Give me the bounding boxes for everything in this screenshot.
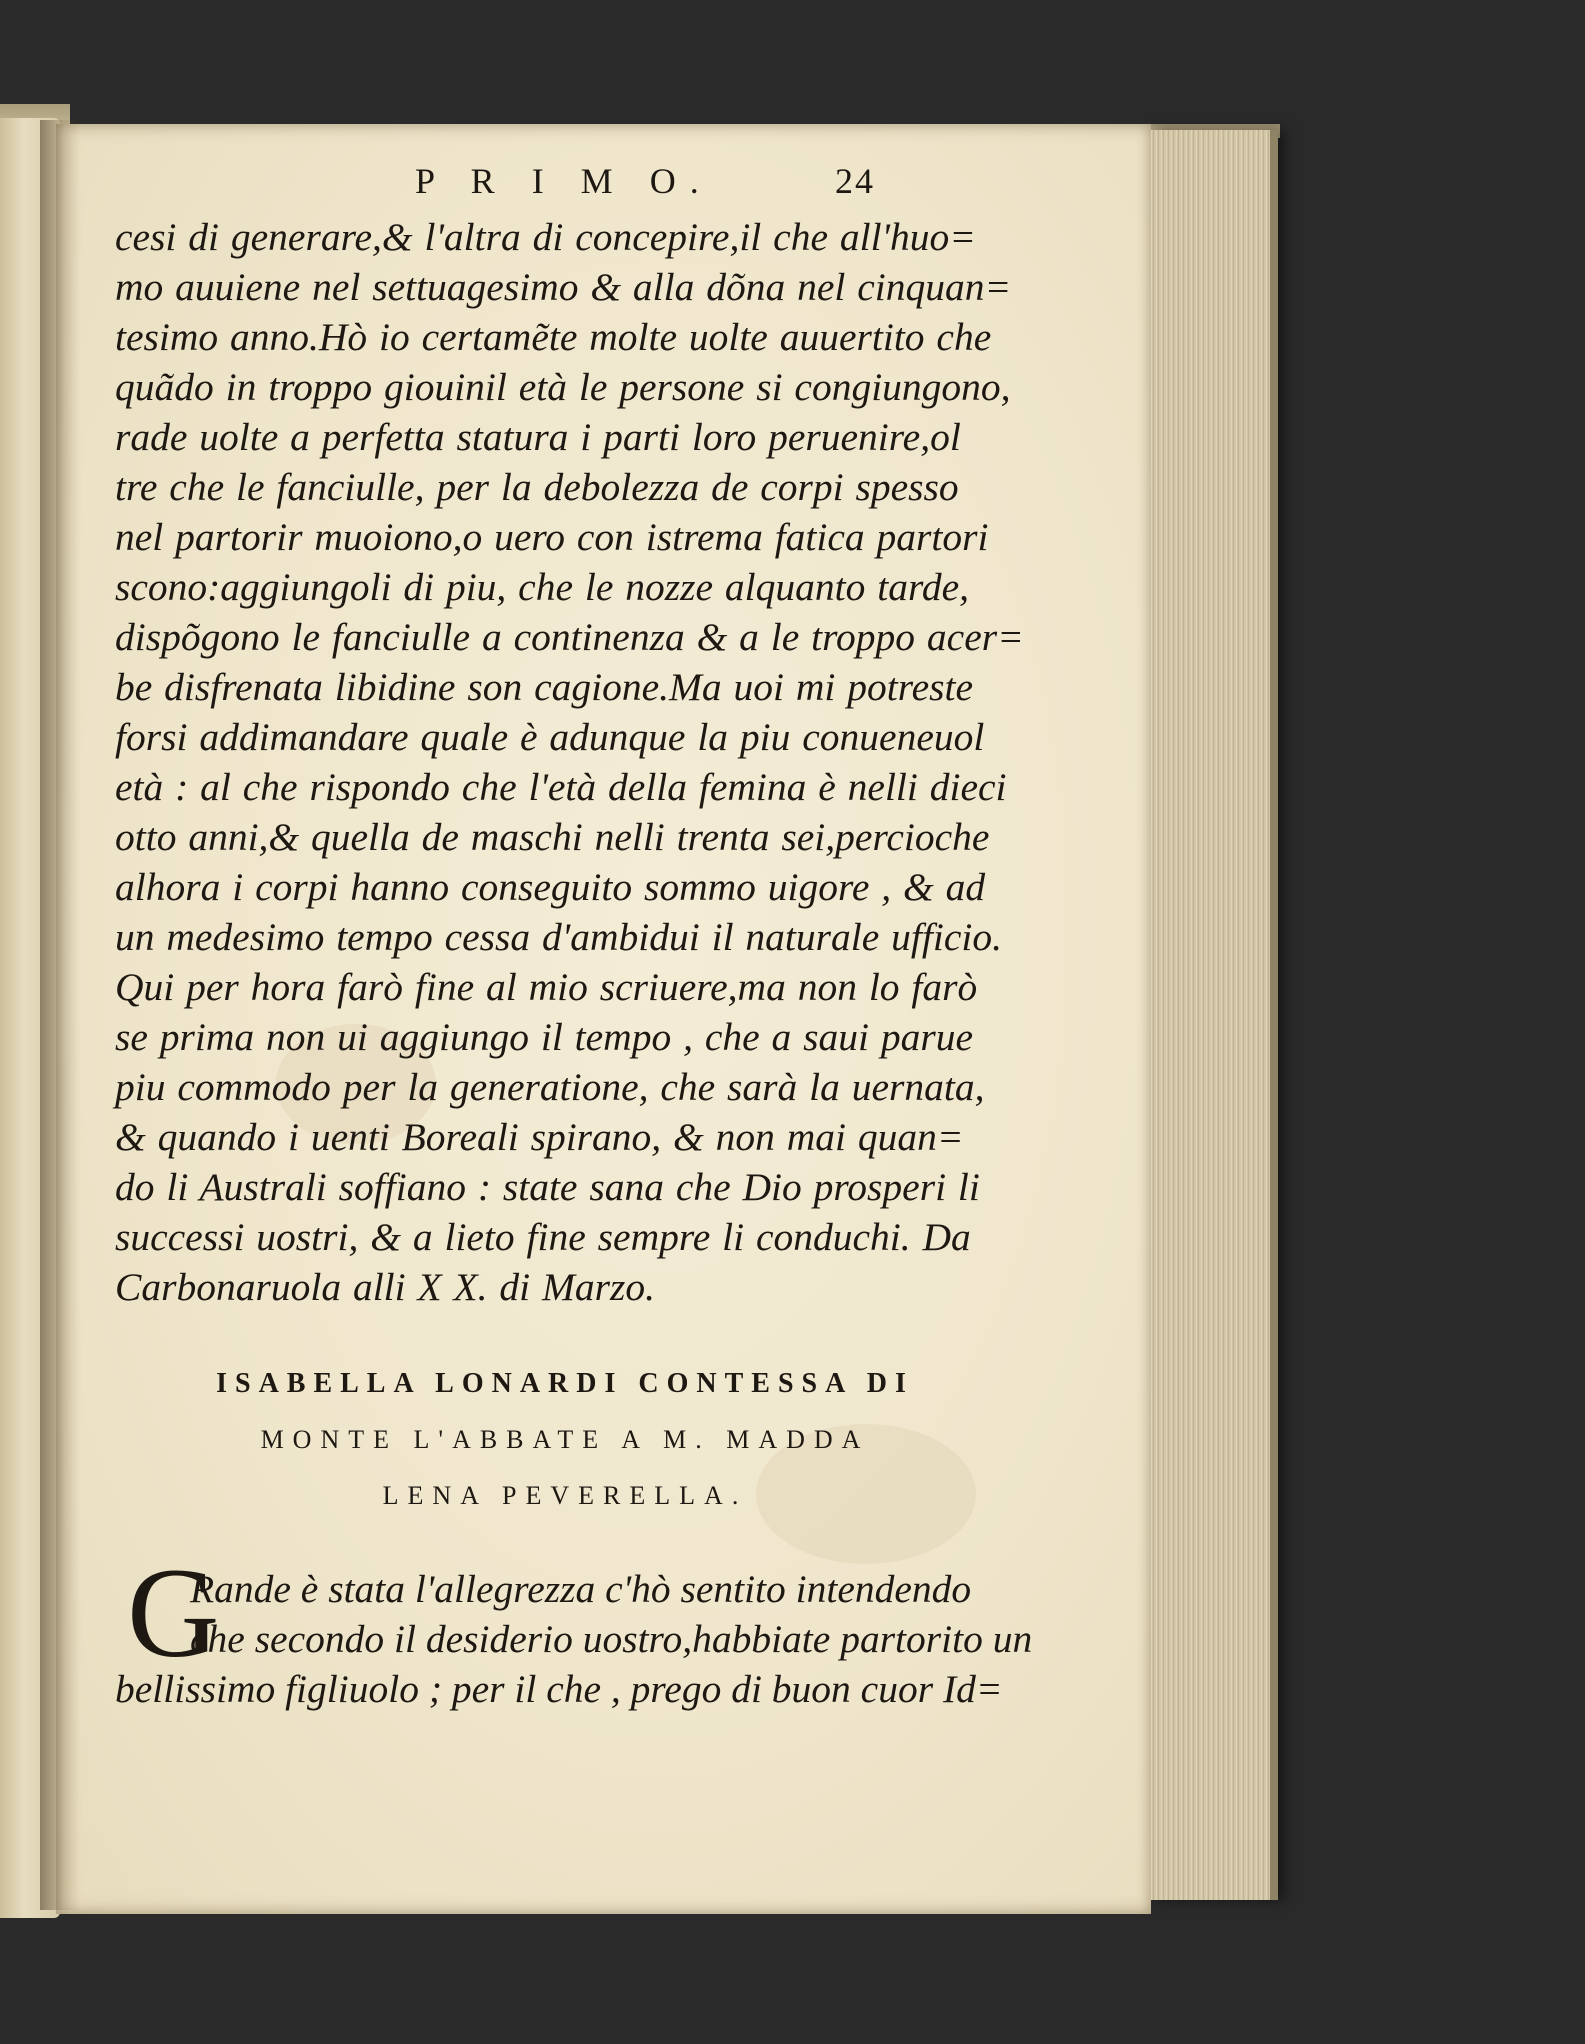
heading-line: LENA PEVERELLA. [382,1481,748,1510]
text-line: be disfrenata libidine son cagione.Ma uoi mi potreste [115,665,974,709]
text-line: Carbonaruola alli X X. di Marzo. [115,1265,655,1309]
text-line: & quando i uenti Boreali spirano, & non mai quan= [115,1115,964,1159]
text-line: tre che le fanciulle, per la debolezza de corpi spesso [115,465,959,509]
text-line: un medesimo tempo cessa d'ambidui il naturale ufficio. [115,915,1002,959]
drop-cap: G [127,1542,220,1684]
text-line: alhora i corpi hanno conseguito sommo uigore , & ad [115,865,986,909]
body-text [115,212,1024,1312]
running-head-title: P R I M O. [415,161,713,201]
text-line: otto anni,& quella de maschi nelli trenta sei,percioche [115,815,990,859]
text-line: rade uolte a perfetta statura i parti loro peruenire,ol [115,415,961,459]
text-line: dispõgono le fanciulle a continenza & a le troppo acer= [115,615,1024,659]
text-line: quãdo in troppo giouinil età le persone si congiungono, [115,365,1011,409]
text-line: scono:aggiungoli di piu, che le nozze alquanto tarde, [115,565,970,609]
text-line: Rande è stata l'allegrezza c'hò sentito intendendo [190,1567,972,1611]
text-line: mo auuiene nel settuagesimo & alla dõna nel cinquan= [115,265,1012,309]
text-line: do li Australi soffiano : state sana che Dio prosperi li [115,1165,980,1209]
text-line: forsi addimandare quale è adunque la piu conueneuol [115,715,985,759]
fore-edge [1150,130,1278,1900]
text-block [115,160,1033,1714]
text-line: se prima non ui aggiungo il tempo , che a saui parue [115,1015,974,1059]
text-line: che secondo il desiderio uostro,habbiate partorito un [190,1617,1033,1661]
text-line: età : al che rispondo che l'età della femina è nelli dieci [115,765,1007,809]
page-number: 24 [835,161,875,201]
text-line: piu commodo per la generatione, che sarà la uernata, [115,1065,985,1109]
gutter-shadow [40,120,80,1910]
letter-body [115,1542,1033,1714]
text-line: Qui per hora farò fine al mio scriuere,ma non lo farò [115,965,978,1009]
running-head [415,160,875,202]
text-line: cesi di generare,& l'altra di concepire,il che all'huo= [115,215,976,259]
letter-heading [115,1356,1015,1524]
text-line: tesimo anno.Hò io certamẽte molte uolte auuertito che [115,315,992,359]
text-line: nel partorir muoiono,o uero con istrema fatica partori [115,515,989,559]
text-line: successi uostri, & a lieto fine sempre li conduchi. Da [115,1215,971,1259]
heading-line: MONTE L'ABBATE A M. MADDA [260,1425,870,1454]
text-line: bellissimo figliuolo ; per il che , prego di buon cuor Id= [115,1667,1003,1711]
heading-line: ISABELLA LONARDI CONTESSA DI [216,1368,914,1399]
